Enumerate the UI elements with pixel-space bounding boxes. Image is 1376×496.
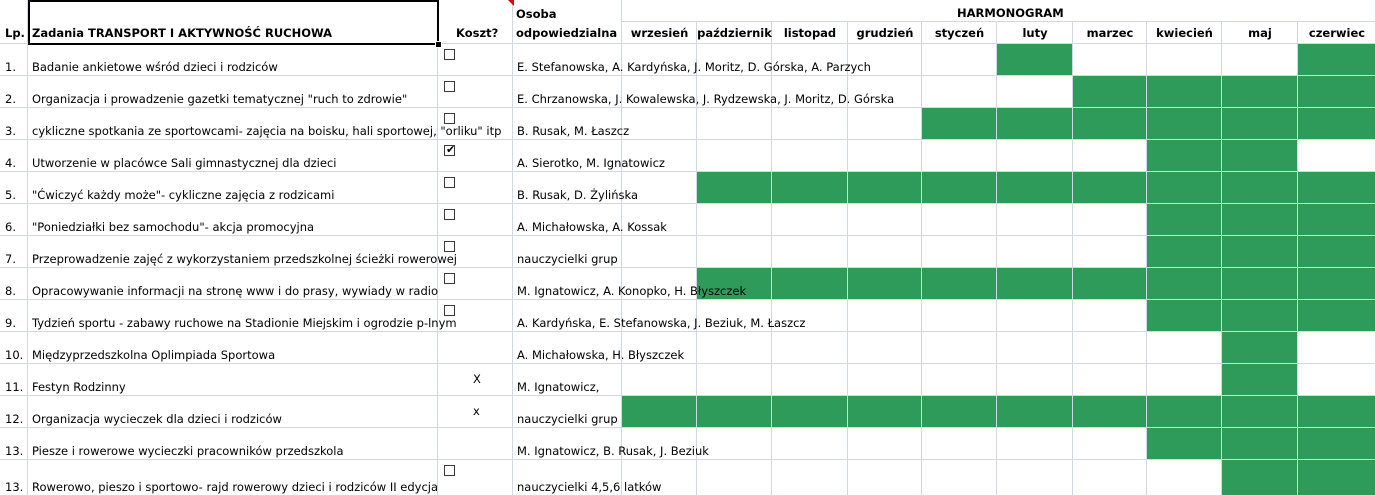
schedule-cell-active[interactable] <box>997 396 1073 428</box>
month-label: kwiecień <box>1156 26 1213 40</box>
schedule-cell[interactable] <box>1073 300 1147 332</box>
schedule-cell-active[interactable] <box>1222 300 1298 332</box>
row-number: 13. <box>5 480 24 494</box>
checkbox[interactable] <box>444 209 455 220</box>
schedule-cell[interactable] <box>997 300 1073 332</box>
month-label: marzec <box>1086 26 1134 40</box>
header-task-title: Zadania TRANSPORT I AKTYWNOŚĆ RUCHOWA <box>32 26 333 40</box>
person-text: nauczycielki grup <box>517 412 618 426</box>
schedule-cell-active[interactable] <box>1222 396 1298 428</box>
schedule-cell-active[interactable] <box>1222 236 1298 268</box>
person-text: A. Michałowska, H. Błyszczek <box>517 348 685 362</box>
month-label: listopad <box>783 26 837 40</box>
person-text: B. Rusak, M. Łaszcz <box>517 124 630 138</box>
schedule-cell[interactable] <box>848 108 922 140</box>
schedule-cell[interactable] <box>1147 44 1222 76</box>
checkbox[interactable] <box>444 177 455 188</box>
task-text: "Ćwiczyć każdy może"- cykliczne zajęcia z rodzicami <box>32 188 335 202</box>
task-text: "Poniedziałki bez samochodu"- akcja promocyjna <box>32 220 315 234</box>
schedule-cell[interactable] <box>922 332 997 364</box>
row-number: 13. <box>5 444 24 458</box>
schedule-cell-active[interactable] <box>1222 460 1298 496</box>
schedule-cell-active[interactable] <box>1073 268 1147 300</box>
comment-indicator <box>508 0 514 6</box>
schedule-cell[interactable] <box>1222 44 1298 76</box>
schedule-cell-active[interactable] <box>922 108 997 140</box>
schedule-cell[interactable] <box>697 236 772 268</box>
schedule-cell-active[interactable] <box>1073 76 1147 108</box>
schedule-cell-active[interactable] <box>848 396 922 428</box>
task-text: Międzyprzedszkolna Oplimpiada Sportowa <box>32 348 276 362</box>
schedule-cell[interactable] <box>1147 332 1222 364</box>
checkbox[interactable] <box>444 273 455 284</box>
person-text: A. Sierotko, M. Ignatowicz <box>517 156 665 170</box>
schedule-cell[interactable] <box>697 364 772 396</box>
schedule-cell-active[interactable] <box>1147 300 1222 332</box>
schedule-cell[interactable] <box>848 332 922 364</box>
task-text: Rowerowo, pieszo i sportowo- rajd rowerowy dzieci i rodziców II edycja <box>32 480 439 494</box>
schedule-cell-active[interactable] <box>1222 172 1298 204</box>
schedule-cell-active[interactable] <box>1298 44 1376 76</box>
schedule-cell-active[interactable] <box>1298 268 1376 300</box>
schedule-cell[interactable] <box>922 236 997 268</box>
schedule-cell[interactable] <box>1073 332 1147 364</box>
schedule-cell-active[interactable] <box>1298 428 1376 460</box>
check-icon: ✔ <box>446 143 456 156</box>
row-number: 3. <box>5 124 16 138</box>
schedule-cell[interactable] <box>922 364 997 396</box>
schedule-cell-active[interactable] <box>1298 76 1376 108</box>
row-number: 2. <box>5 92 16 106</box>
row-cost-cell[interactable] <box>438 332 513 364</box>
person-text: A. Kardyńska, E. Stefanowska, J. Beziuk, M. Łaszcz <box>517 316 806 330</box>
task-text: Badanie ankietowe wśród dzieci i rodziców <box>32 60 278 74</box>
schedule-cell-active[interactable] <box>1298 172 1376 204</box>
person-text: nauczycielki 4,5,6 latków <box>517 480 662 494</box>
header-schedule: HARMONOGRAM <box>957 6 1064 20</box>
schedule-cell-active[interactable] <box>1147 108 1222 140</box>
schedule-cell-active[interactable] <box>1298 396 1376 428</box>
month-label: styczeń <box>934 26 985 40</box>
header-person-line2: odpowiedzialna <box>516 26 618 40</box>
row-number: 4. <box>5 156 16 170</box>
month-label: grudzień <box>856 26 914 40</box>
schedule-cell[interactable] <box>697 460 772 496</box>
month-label: czerwiec <box>1308 26 1366 40</box>
schedule-cell[interactable] <box>1298 332 1376 364</box>
schedule-cell-active[interactable] <box>1298 204 1376 236</box>
schedule-cell-active[interactable] <box>997 108 1073 140</box>
schedule-cell-active[interactable] <box>1222 204 1298 236</box>
schedule-cell-active[interactable] <box>997 172 1073 204</box>
schedule-cell[interactable] <box>1073 364 1147 396</box>
schedule-cell-active[interactable] <box>1147 396 1222 428</box>
schedule-cell-active[interactable] <box>1073 108 1147 140</box>
schedule-cell[interactable] <box>1298 140 1376 172</box>
schedule-cell[interactable] <box>772 364 848 396</box>
schedule-cell[interactable] <box>1147 460 1222 496</box>
schedule-cell[interactable] <box>697 108 772 140</box>
month-label: wrzesień <box>630 26 689 40</box>
schedule-cell[interactable] <box>997 428 1073 460</box>
schedule-cell[interactable] <box>922 204 997 236</box>
schedule-cell-active[interactable] <box>1298 300 1376 332</box>
schedule-cell-active[interactable] <box>1147 428 1222 460</box>
schedule-cell-active[interactable] <box>772 268 848 300</box>
row-number: 11. <box>5 380 24 394</box>
task-text: cykliczne spotkania ze sportowcami- zajęcia na boisku, hali sportowej, "orliku" itp <box>32 124 502 138</box>
task-text: Opracowywanie informacji na stronę www i do prasy, wywiady w radio <box>32 284 438 298</box>
schedule-cell[interactable] <box>848 204 922 236</box>
task-text: Tydzień sportu - zabawy ruchowe na Stadionie Miejskim i ogrodzie p-lnym <box>32 316 457 330</box>
schedule-cell-active[interactable] <box>1147 236 1222 268</box>
person-text: E. Stefanowska, A. Kardyńska, J. Moritz, D. Górska, A. Parzych <box>517 60 871 74</box>
task-text: Festyn Rodzinny <box>32 380 126 394</box>
header-cost: Koszt? <box>456 26 499 40</box>
schedule-cell-active[interactable] <box>1222 428 1298 460</box>
schedule-cell-active[interactable] <box>1222 332 1298 364</box>
person-text: E. Chrzanowska, J. Kowalewska, J. Rydzewska, J. Moritz, D. Górska <box>517 92 895 106</box>
task-text: Piesze i rowerowe wycieczki pracowników przedszkola <box>32 444 344 458</box>
schedule-cell[interactable] <box>922 460 997 496</box>
checkbox[interactable] <box>444 241 455 252</box>
row-number: 9. <box>5 316 16 330</box>
cost-mark: x <box>473 404 480 418</box>
schedule-cell-active[interactable] <box>772 396 848 428</box>
schedule-cell-active[interactable] <box>1073 396 1147 428</box>
schedule-cell-active[interactable] <box>1298 108 1376 140</box>
schedule-cell-active[interactable] <box>1222 76 1298 108</box>
person-text: nauczycielki grup <box>517 252 618 266</box>
schedule-cell-active[interactable] <box>1073 172 1147 204</box>
checkbox[interactable] <box>444 49 455 60</box>
schedule-cell-active[interactable] <box>1147 76 1222 108</box>
checkbox[interactable] <box>444 113 455 124</box>
schedule-cell-active[interactable] <box>622 396 697 428</box>
schedule-cell[interactable] <box>772 204 848 236</box>
schedule-cell-active[interactable] <box>922 396 997 428</box>
schedule-cell[interactable] <box>772 332 848 364</box>
schedule-cell-active[interactable] <box>1222 140 1298 172</box>
schedule-cell-active[interactable] <box>848 172 922 204</box>
person-text: A. Michałowska, A. Kossak <box>517 220 667 234</box>
schedule-cell[interactable] <box>622 108 697 140</box>
schedule-cell-active[interactable] <box>997 44 1073 76</box>
person-text: M. Ignatowicz, A. Konopko, H. Błyszczek <box>517 284 747 298</box>
schedule-cell-active[interactable] <box>772 172 848 204</box>
schedule-cell[interactable] <box>622 236 697 268</box>
schedule-cell-active[interactable] <box>1147 140 1222 172</box>
row-number: 10. <box>5 348 24 362</box>
task-text: Przeprowadzenie zajęć z wykorzystaniem przedszkolnej ścieżki rowerowej <box>32 252 457 266</box>
schedule-cell-active[interactable] <box>1147 172 1222 204</box>
schedule-cell[interactable] <box>997 460 1073 496</box>
row-number: 5. <box>5 188 16 202</box>
schedule-cell-active[interactable] <box>922 172 997 204</box>
row-number: 1. <box>5 60 16 74</box>
month-label: październik <box>697 26 772 40</box>
person-text: M. Ignatowicz, B. Rusak, J. Beziuk <box>517 444 709 458</box>
schedule-cell[interactable] <box>848 460 922 496</box>
schedule-cell[interactable] <box>772 428 848 460</box>
schedule-cell[interactable] <box>1298 364 1376 396</box>
schedule-cell[interactable] <box>922 44 997 76</box>
task-text: Organizacja wycieczek dla dzieci i rodziców <box>32 412 282 426</box>
checkbox[interactable] <box>444 465 455 476</box>
schedule-cell[interactable] <box>922 428 997 460</box>
schedule-cell[interactable] <box>997 76 1073 108</box>
schedule-cell-active[interactable] <box>1222 108 1298 140</box>
schedule-cell-active[interactable] <box>922 268 997 300</box>
schedule-cell[interactable] <box>997 332 1073 364</box>
checkbox[interactable] <box>444 305 455 316</box>
schedule-cell[interactable] <box>997 140 1073 172</box>
row-number: 7. <box>5 252 16 266</box>
schedule-cell[interactable] <box>1073 44 1147 76</box>
schedule-cell-active[interactable] <box>1147 204 1222 236</box>
cost-mark: X <box>473 372 481 386</box>
schedule-cell-active[interactable] <box>1147 268 1222 300</box>
schedule-cell[interactable] <box>1147 364 1222 396</box>
schedule-cell[interactable] <box>772 108 848 140</box>
checkbox[interactable] <box>444 81 455 92</box>
header-person-line1: Osoba <box>516 7 557 21</box>
person-text: M. Ignatowicz, <box>517 380 600 394</box>
schedule-cell-active[interactable] <box>697 396 772 428</box>
schedule-cell-active[interactable] <box>1222 364 1298 396</box>
schedule-cell[interactable] <box>848 140 922 172</box>
schedule-cell[interactable] <box>997 364 1073 396</box>
schedule-cell[interactable] <box>1073 140 1147 172</box>
schedule-cell[interactable] <box>697 204 772 236</box>
month-label: maj <box>1248 26 1272 40</box>
row-number: 12. <box>5 412 24 426</box>
row-number: 6. <box>5 220 16 234</box>
row-cost-cell[interactable] <box>438 428 513 460</box>
fill-handle[interactable] <box>435 41 442 48</box>
schedule-cell[interactable] <box>848 428 922 460</box>
schedule-cell[interactable] <box>848 300 922 332</box>
schedule-cell[interactable] <box>697 140 772 172</box>
schedule-cell-active[interactable] <box>697 172 772 204</box>
schedule-cell[interactable] <box>622 364 697 396</box>
schedule-cell[interactable] <box>922 140 997 172</box>
checkbox-checked[interactable] <box>444 145 455 156</box>
task-text: Organizacja i prowadzenie gazetki tematycznej "ruch to zdrowie" <box>32 92 408 106</box>
schedule-cell[interactable] <box>848 236 922 268</box>
task-text: Utworzenie w placówce Sali gimnastycznej dla dzieci <box>32 156 337 170</box>
schedule-cell-active[interactable] <box>1222 268 1298 300</box>
schedule-cell[interactable] <box>997 204 1073 236</box>
person-text: B. Rusak, D. Żylińska <box>517 188 638 202</box>
schedule-cell[interactable] <box>848 364 922 396</box>
schedule-cell[interactable] <box>997 236 1073 268</box>
schedule-cell[interactable] <box>1073 460 1147 496</box>
schedule-cell[interactable] <box>1073 204 1147 236</box>
header-lp: Lp. <box>5 26 25 40</box>
schedule-cell[interactable] <box>697 332 772 364</box>
row-number: 8. <box>5 284 16 298</box>
schedule-cell-active[interactable] <box>1298 236 1376 268</box>
schedule-cell[interactable] <box>772 236 848 268</box>
schedule-cell[interactable] <box>772 140 848 172</box>
schedule-cell-active[interactable] <box>997 268 1073 300</box>
schedule-cell[interactable] <box>922 300 997 332</box>
schedule-cell[interactable] <box>1073 428 1147 460</box>
schedule-cell[interactable] <box>772 460 848 496</box>
schedule-cell-active[interactable] <box>848 268 922 300</box>
schedule-cell[interactable] <box>1073 236 1147 268</box>
schedule-cell[interactable] <box>922 76 997 108</box>
month-label: luty <box>1022 26 1048 40</box>
schedule-cell-active[interactable] <box>1298 460 1376 496</box>
